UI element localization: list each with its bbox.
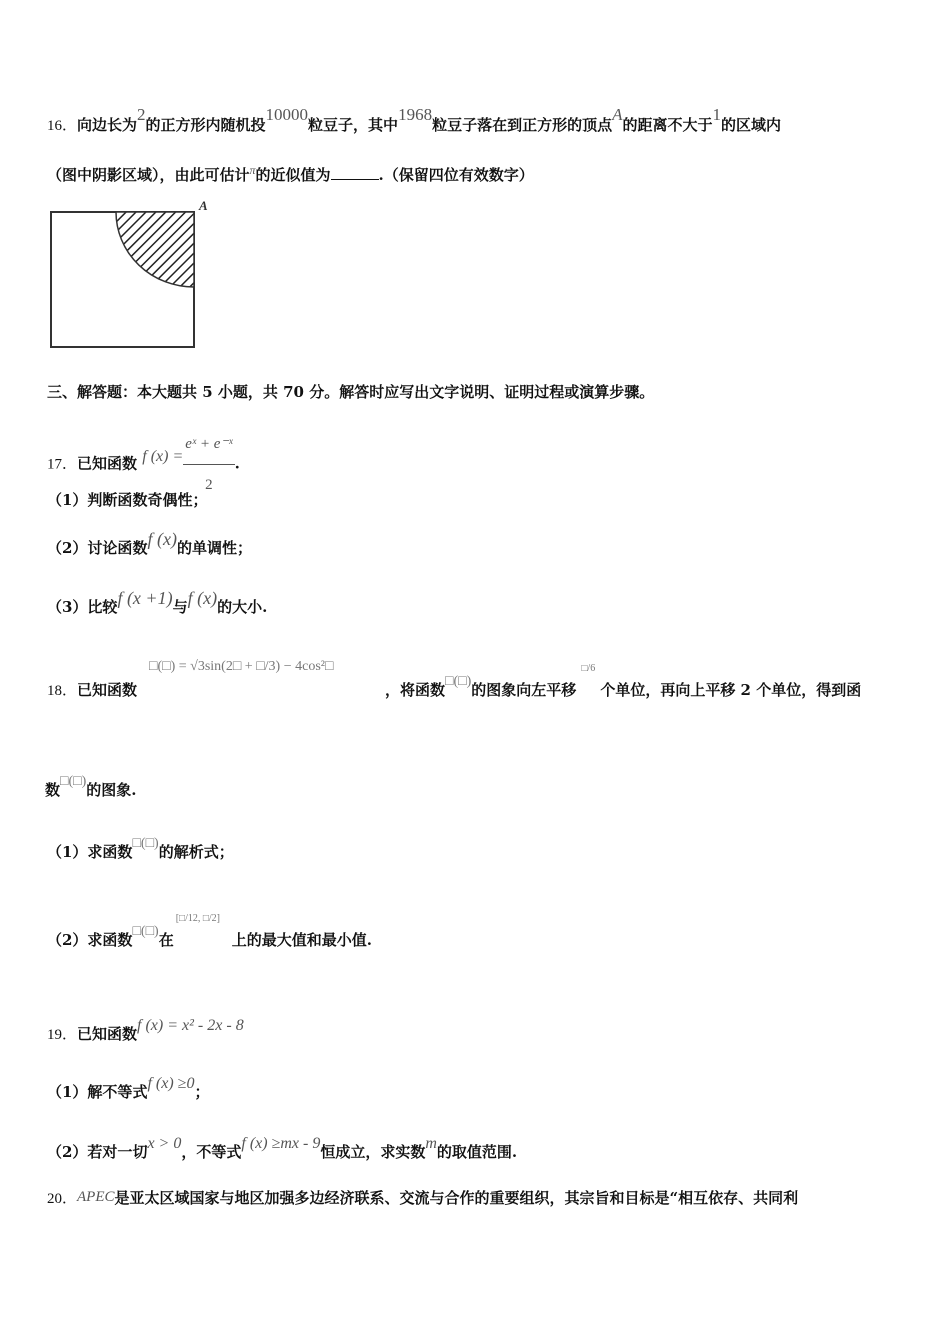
section3-heading: 三、解答题：本大题共 5 小题，共 70 分。解答时应写出文字说明、证明过程或演算步骤。 <box>47 383 655 401</box>
total-beans: 10000 <box>265 105 309 124</box>
q18-shift: □/6 <box>581 663 596 674</box>
answer-blank <box>331 165 379 180</box>
q16-line2: （图中阴影区域），由此可估计$^\pi$的近似值为 .（保留四位有效数字） <box>47 163 534 184</box>
inside-beans: 1968 <box>398 105 433 124</box>
pi-symbol: π <box>249 163 256 177</box>
q17-part3: （3）比较f (x +1)与f (x)的大小. <box>47 588 268 616</box>
q19-stem: 19．已知函数f (x) = x² - 2x - 8 <box>47 1017 244 1043</box>
q19-part2: （2）若对一切x > 0，不等式f (x) ≥mx - 9恒成立，求实数m的取值范围. <box>47 1135 518 1161</box>
q17-part2: （2）讨论函数f (x)的单调性； <box>47 529 252 557</box>
radius-value: 1 <box>712 105 721 124</box>
q19-part1: （1）解不等式f (x) ≥0； <box>47 1075 210 1101</box>
q18-part2: （2）求函数□(□)在[□/12, □/2]上的最大值和最小值. <box>47 930 372 953</box>
vertex-a: A <box>612 105 623 124</box>
figure-vertex-label: A <box>199 200 208 213</box>
q18-formula: □(□) = √3sin(2□ + □/3) − 4cos²□ <box>149 659 334 674</box>
side-length: 2 <box>137 105 146 124</box>
q16-number: 16． <box>47 118 78 134</box>
q18-part1: （1）求函数□(□)的解析式； <box>47 836 234 861</box>
q17-lhs: f (x) = <box>142 447 184 465</box>
square-quarter-circle-figure <box>48 200 218 352</box>
q16-line1: 16．向边长为2的正方形内随机投10000粒豆子，其中1968粒豆子落在到正方形的顶点A的距离不大于1的区域内 <box>47 105 781 134</box>
q20-stem: 20．APEC是亚太区域国家与地区加强多边经济联系、交流与合作的重要组织，其宗旨和目标是“相互依存、共同利 <box>47 1189 799 1207</box>
q17-part1: （1）判断函数奇偶性； <box>47 491 208 509</box>
q18-interval: [□/12, □/2] <box>175 913 221 924</box>
apec-term: APEC <box>77 1189 115 1205</box>
q18-stem-cont: 数□(□)的图象. <box>45 774 137 799</box>
q19-formula: f (x) = x² - 2x - 8 <box>137 1017 244 1034</box>
q17-stem: 17．已知函数 f (x) = $\frac{\text{eˣ + e⁻ˣ}}{2}$ . <box>47 424 240 505</box>
q17-fraction: $\frac{\text{eˣ + e⁻ˣ}}{2}$ <box>183 424 234 505</box>
q18-stem: 18．已知函数□(□) = √3sin(2□ + □/3) − 4cos²□，将函数□(□)的图象向左平移□/6个单位，再向上平移 2 个单位，得到函 <box>47 659 862 699</box>
